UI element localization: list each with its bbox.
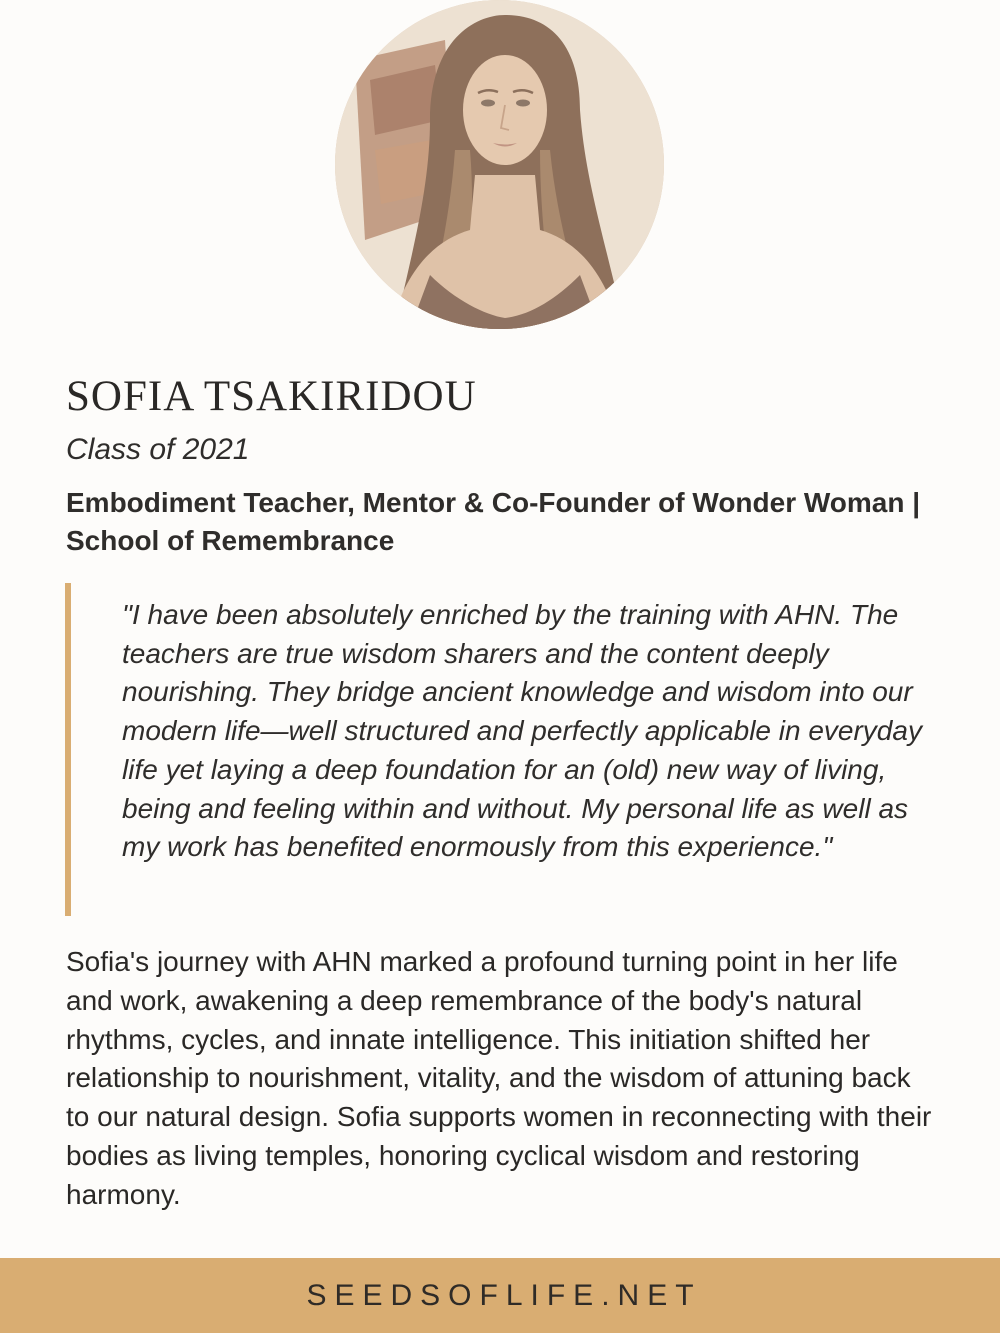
profile-photo	[335, 0, 664, 329]
biography-text: Sofia's journey with AHN marked a profound turning point in her life and work, awakening a deep remembrance of the body's natural rhythms, cycles, and innate intelligence. This initiation shifted her relationship to nourishment, vitality, and the wisdom of attuning back to our natural design. Sofia supports women in reconnecting with their bodies as living temples, honoring cyclical wisdom and restoring harmony.	[66, 946, 932, 1210]
person-name: SOFIA TSAKIRIDOU	[66, 373, 477, 420]
website-link[interactable]: SEEDSOFLIFE.NET	[306, 1278, 702, 1312]
graduation-class: Class of 2021	[66, 433, 250, 466]
testimonial-quote: "I have been absolutely enriched by the training with AHN. The teachers are true wisdom sharers and the content deeply nourishing. They bridge ancient knowledge and wisdom into our modern life—well structured and perfectly applicable in everyday life yet laying a deep foundation for an (old) new way of living, being and feeling within and without. My personal life as well as my work has benefited enormously from this experience."	[122, 599, 922, 863]
person-role: Embodiment Teacher, Mentor & Co-Founder of Wonder Woman | School of Remembrance	[66, 487, 921, 556]
quote-accent-bar	[65, 583, 71, 916]
footer-banner	[0, 1258, 1000, 1333]
